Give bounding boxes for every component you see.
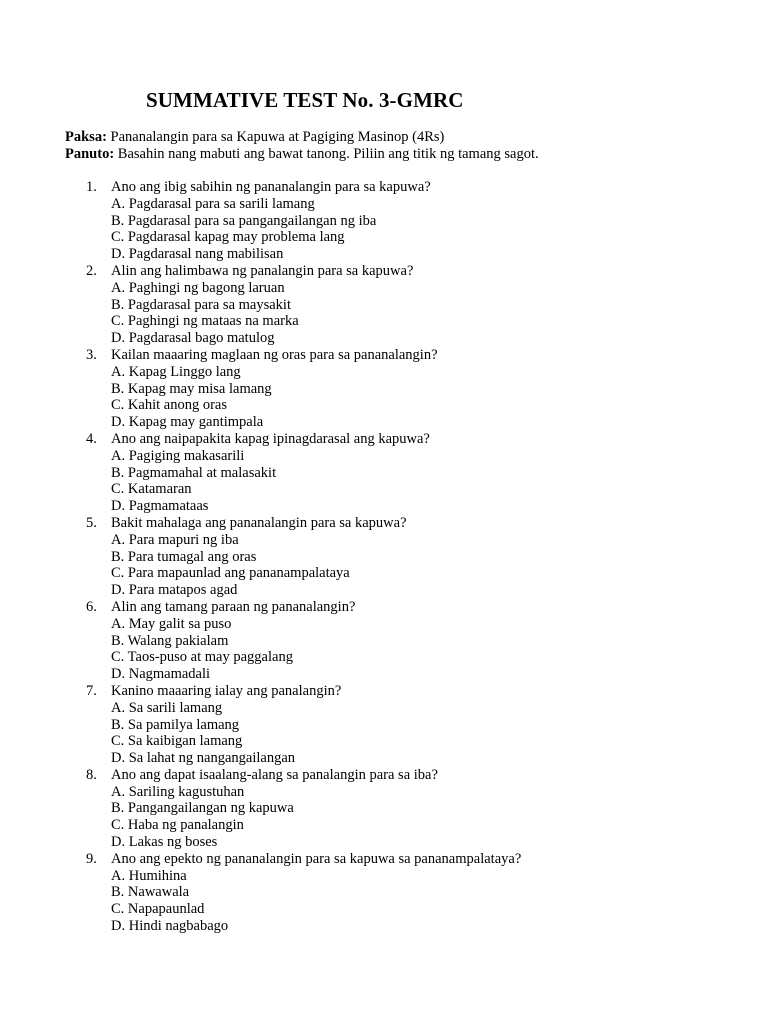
question-text: Ano ang ibig sabihin ng pananalangin para sa kapuwa? — [111, 179, 431, 195]
question-text: Alin ang tamang paraan ng pananalangin? — [111, 598, 356, 615]
answer-choice-text: C. Taos-puso at may paggalang — [111, 649, 293, 666]
answer-choice-text: B. Sa pamilya lamang — [111, 716, 240, 733]
answer-choice-text: A. May galit sa puso — [111, 615, 232, 632]
answer-choice-text: C. Paghingi ng mataas na marka — [111, 313, 299, 330]
question-number: 9. — [86, 850, 97, 867]
answer-choice-text: B. Pagdarasal para sa maysakit — [111, 296, 291, 313]
question-number: 2. — [86, 262, 97, 279]
answer-choice-text: D. Nagmamadali — [111, 666, 211, 683]
answer-choice-text: C. Kahit anong oras — [111, 397, 227, 414]
answer-choice-text: B. Pagdarasal para sa pangangailangan ng iba — [111, 212, 377, 229]
question-text: Kailan maaaring maglaan ng oras para sa pananalangin? — [111, 346, 438, 363]
paksa-text: Pananalangin para sa Kapuwa at Pagiging Masinop (4Rs) — [106, 129, 445, 145]
answer-choice-text: D. Pagdarasal nang mabilisan — [111, 246, 284, 263]
question-text: Alin ang halimbawa ng panalangin para sa kapuwa? — [111, 262, 414, 279]
answer-choice-text: A. Kapag Linggo lang — [111, 363, 241, 380]
question-number: 4. — [86, 430, 97, 447]
answer-choice-text: B. Kapag may misa lamang — [111, 380, 272, 397]
answer-choice-text: B. Pangangailangan ng kapuwa — [111, 800, 294, 817]
question-text: Ano ang dapat isaalang-alang sa panalangin para sa iba? — [111, 766, 438, 783]
page-title: SUMMATIVE TEST No. 3-GMRC — [146, 88, 464, 112]
answer-choice-text: A. Pagiging makasarili — [111, 447, 245, 464]
paksa-label: Paksa: — [65, 129, 107, 145]
question-text: Ano ang naipapakita kapag ipinagdarasal ang kapuwa? — [111, 430, 430, 447]
answer-choice-text: A. Sariling kagustuhan — [111, 783, 245, 800]
question-text: Ano ang epekto ng pananalangin para sa kapuwa sa pananampalataya? — [111, 850, 522, 867]
answer-choice-text: C. Haba ng panalangin — [111, 817, 244, 834]
answer-choice-text: D. Pagmamataas — [111, 498, 209, 515]
answer-choice-text: A. Humihina — [111, 867, 187, 884]
answer-choice-text: D. Kapag may gantimpala — [111, 414, 264, 431]
answer-choice-text: C. Napapaunlad — [111, 901, 205, 918]
panuto-text: Basahin nang mabuti ang bawat tanong. Piliin ang titik ng tamang sagot. — [114, 146, 539, 162]
answer-choice-text: C. Katamaran — [111, 481, 192, 498]
answer-choice-text: D. Lakas ng boses — [111, 834, 218, 851]
question-number: 3. — [86, 346, 97, 363]
answer-choice-text: B. Walang pakialam — [111, 632, 229, 649]
question-number: 1. — [86, 179, 97, 195]
answer-choice-text: D. Sa lahat ng nangangailangan — [111, 750, 296, 767]
question-text: Kanino maaaring ialay ang panalangin? — [111, 682, 342, 699]
test-info — [65, 129, 539, 163]
question-number: 8. — [86, 766, 97, 783]
answer-choice-text: A. Pagdarasal para sa sarili lamang — [111, 195, 315, 212]
answer-choice-text: B. Nawawala — [111, 884, 190, 901]
question-number: 6. — [86, 598, 97, 615]
question-number: 7. — [86, 682, 97, 699]
answer-choice-text: D. Hindi nagbabago — [111, 918, 229, 935]
answer-choice-text: D. Pagdarasal bago matulog — [111, 330, 275, 347]
answer-choice-text: D. Para matapos agad — [111, 582, 238, 599]
panuto-line — [65, 146, 539, 163]
answer-choice-text: B. Pagmamahal at malasakit — [111, 464, 277, 481]
answer-choice-text: A. Para mapuri ng iba — [111, 531, 239, 548]
answer-choice-text: A. Paghingi ng bagong laruan — [111, 279, 285, 296]
paksa-line — [65, 129, 539, 146]
answer-choice-text: B. Para tumagal ang oras — [111, 548, 257, 565]
answer-choice-text: C. Pagdarasal kapag may problema lang — [111, 229, 345, 246]
answer-choice-text: C. Para mapaunlad ang pananampalataya — [111, 565, 350, 582]
question-number: 5. — [86, 514, 97, 531]
panuto-label: Panuto: — [65, 146, 115, 162]
answer-choice-text: A. Sa sarili lamang — [111, 699, 223, 716]
question-text: Bakit mahalaga ang pananalangin para sa kapuwa? — [111, 514, 407, 531]
answer-choice-text: C. Sa kaibigan lamang — [111, 733, 243, 750]
